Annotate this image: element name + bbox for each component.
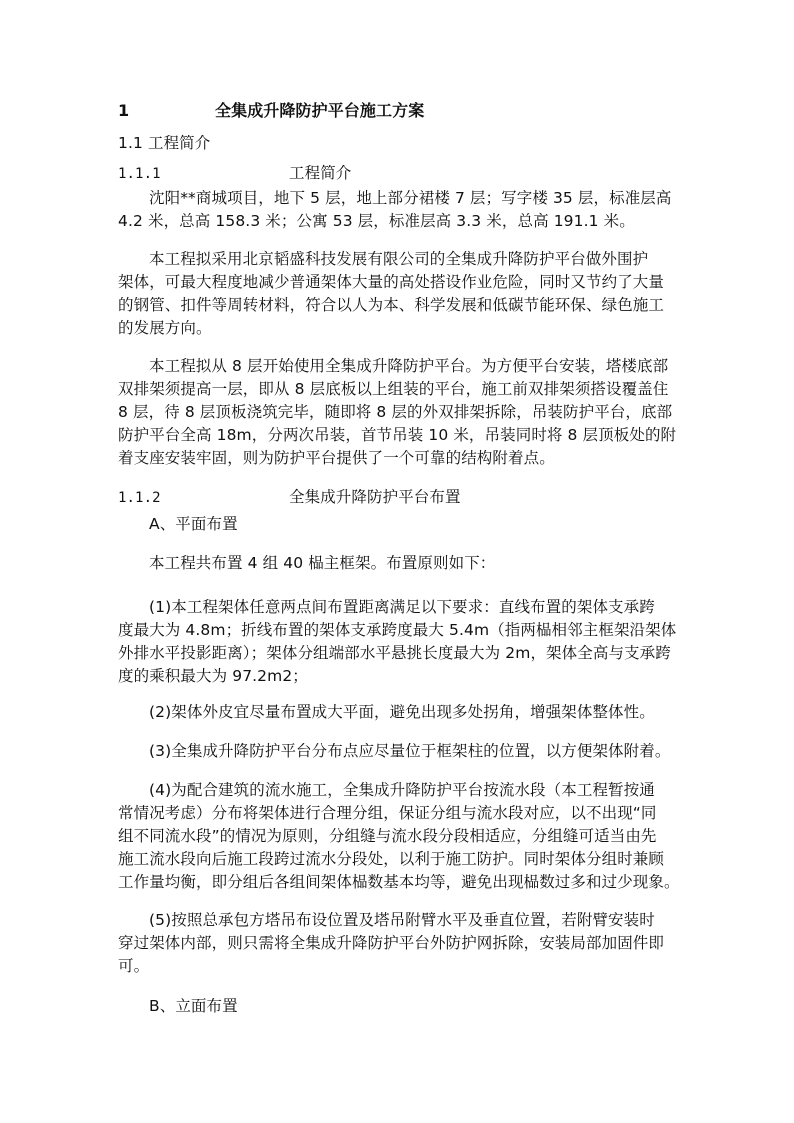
layout-paragraph: 本工程共布置 4 组 40 榀主框架。布置原则如下： bbox=[149, 554, 496, 572]
section-1-1-2-number: 1.1.2 bbox=[118, 490, 161, 506]
paragraph-2-line: 本工程拟采用北京韬盛科技发展有限公司的全集成升降防护平台做外围护 bbox=[149, 250, 649, 268]
section-1-1-title: 1.1 工程简介 bbox=[118, 134, 211, 152]
item-1-line: 度最大为 4.8m；折线布置的架体支承跨度最大 5.4m（指两榀相邻主框架沿架体 bbox=[118, 621, 677, 639]
item-5-line: 穿过架体内部，则只需将全集成升降防护平台外防护网拆除，安装局部加固件即 bbox=[118, 934, 665, 952]
section-1-1-1-number: 1.1.1 bbox=[118, 166, 161, 182]
item-4-line: 组不同流水段”的情况为原则，分组缝与流水段分段相适应，分组缝可适当由先 bbox=[118, 827, 657, 845]
item-5-line: 可。 bbox=[118, 957, 150, 975]
intro-line: 4.2 米，总高 158.3 米；公寓 53 层，标准层高 3.3 米，总高 191.1 米。 bbox=[118, 212, 635, 230]
paragraph-3-line: 防护平台全高 18m，分两次吊装，首节吊装 10 米，吊装同时将 8 层顶板处的附 bbox=[118, 426, 677, 444]
item-5-line: (5)按照总承包方塔吊布设位置及塔吊附臂水平及垂直位置，若附臂安装时 bbox=[149, 911, 655, 929]
item-4-line: 常情况考虑）分布将架体进行合理分组，保证分组与流水段对应，以不出现“同 bbox=[118, 804, 657, 822]
paragraph-2-line: 架体，可最大程度地减少普通架体大量的高处搭设作业危险，同时又节约了大量 bbox=[118, 273, 665, 291]
section-1-1-2-title: 全集成升降防护平台布置 bbox=[289, 488, 461, 506]
paragraph-2-line: 的钢管、扣件等周转材料，符合以人为本、科学发展和低碳节能环保、绿色施工 bbox=[118, 296, 665, 314]
heading-title: 全集成升降防护平台施工方案 bbox=[215, 101, 425, 120]
item-1-line: (1)本工程架体任意两点间布置距离满足以下要求：直线布置的架体支承跨 bbox=[149, 598, 655, 616]
item-2-line: (2)架体外皮宜尽量布置成大平面，避免出现多处拐角，增强架体整体性。 bbox=[149, 703, 655, 721]
paragraph-3-line: 着支座安装牢固，则为防护平台提供了一个可靠的结构附着点。 bbox=[118, 449, 555, 467]
subsection-b-heading: B、立面布置 bbox=[149, 997, 238, 1015]
section-1-1-1-title: 工程简介 bbox=[289, 164, 352, 182]
item-4-line: 施工流水段向后施工段跨过流水分段处，以利于施工防护。同时架体分组时兼顾 bbox=[118, 850, 665, 868]
item-4-line: 工作量均衡，即分组后各组间架体榀数基本均等，避免出现榀数过多和过少现象。 bbox=[118, 873, 680, 891]
item-3-line: (3)全集成升降防护平台分布点应尽量位于框架柱的位置，以方便架体附着。 bbox=[149, 742, 671, 760]
item-1-line: 外排水平投影距离）；架体分组端部水平悬挑长度最大为 2m，架体全高与支承跨 bbox=[118, 644, 671, 662]
paragraph-3-line: 双排架须提高一层，即从 8 层底板以上组装的平台，施工前双排架须搭设覆盖住 bbox=[118, 380, 669, 398]
item-1-line: 度的乘积最大为 97.2m2； bbox=[118, 667, 308, 685]
subsection-a-heading: A、平面布置 bbox=[149, 515, 238, 533]
intro-line: 沈阳**商城项目，地下 5 层，地上部分裙楼 7 层；写字楼 35 层，标准层高 bbox=[149, 189, 672, 207]
heading-number: 1 bbox=[118, 101, 130, 120]
paragraph-2-line: 的发展方向。 bbox=[118, 319, 212, 337]
item-4-line: (4)为配合建筑的流水施工，全集成升降防护平台按流水段（本工程暂按通 bbox=[149, 781, 655, 799]
paragraph-3-line: 8 层，待 8 层顶板浇筑完毕，随即将 8 层的外双排架拆除，吊装防护平台，底部 bbox=[118, 403, 673, 421]
paragraph-3-line: 本工程拟从 8 层开始使用全集成升降防护平台。为方便平台安装，塔楼底部 bbox=[149, 357, 669, 375]
